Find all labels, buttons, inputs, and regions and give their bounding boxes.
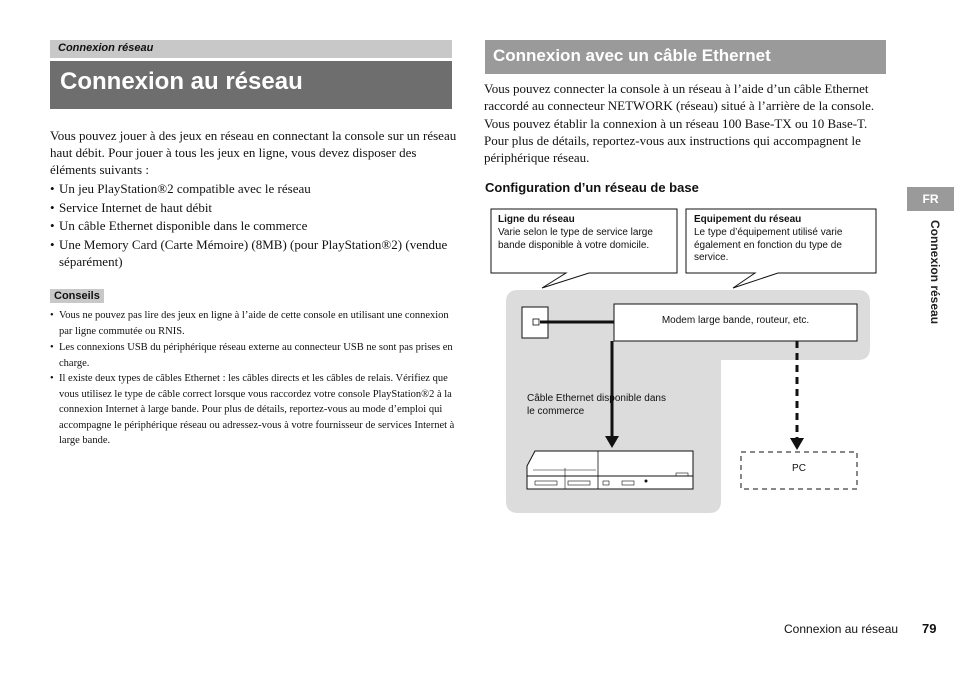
callout-left-text: Varie selon le type de service large bande disponible à votre domicile. [498, 226, 653, 251]
pc-arrow-head [790, 438, 804, 450]
subheading: Configuration d’un réseau de base [485, 180, 699, 195]
ps2-console-icon [527, 451, 693, 489]
pc-label: PC [792, 463, 806, 474]
section-paragraph: Vous pouvez connecter la console à un réseau à l’aide d’un câble Ethernet raccordé au connecteur NETWORK (réseau) situé à l’arrière de la console. Vous pouvez établir la connexion à un réseau 100 Base-TX ou 10 Base-T. Pour plus de détails, reportez-vous aux instructions qui accompagnent le périphérique réseau. [484, 81, 875, 166]
tip-item: • Il existe deux types de câbles Ethernet : les câbles directs et les câbles de relais. Vérifiez que vous utilisez le type de câble correct lorsque vous raccordez votre console PlayStation®2 à la connexion Internet à large bande. Pour plus de détails, reportez-vous au mode d’emploi qui accompagne le périphérique réseau ou adressez-vous à votre fournisseur de services Internet à large bande. [50, 373, 455, 446]
requirement-item: • Une Memory Card (Carte Mémoire) (8MB) (pour PlayStation®2) (vendue séparément) [50, 237, 448, 269]
breadcrumb: Connexion réseau [58, 42, 154, 54]
page-title: Connexion au réseau [60, 68, 303, 95]
callout-left-title: Ligne du réseau [498, 214, 575, 225]
side-section-label: Connexion réseau [928, 220, 942, 325]
intro-paragraph: Vous pouvez jouer à des jeux en réseau en connectant la console sur un réseau haut débit. Pour jouer à tous les jeux en ligne, vous devez disposer des éléments suivants : [50, 128, 457, 177]
footer-label: Connexion au réseau [784, 622, 899, 636]
callout-right-text: Le type d’équipement utilisé varie également en fonction du type de service. [694, 226, 843, 264]
tip-item: • Les connexions USB du périphérique réseau externe au connecteur USB ne sont pas prises en charge. [50, 342, 453, 369]
language-tab: FR [907, 187, 954, 211]
callout-network-equipment [694, 214, 866, 265]
requirement-item: • Un câble Ethernet disponible dans le commerce [50, 218, 308, 233]
cable-label: Câble Ethernet disponible dans le commerce [527, 393, 666, 417]
requirement-item: • Un jeu PlayStation®2 compatible avec le réseau [50, 181, 311, 196]
callout-network-line [498, 214, 674, 252]
section-heading: Connexion avec un câble Ethernet [493, 46, 771, 65]
tip-item: • Vous ne pouvez pas lire des jeux en ligne à l’aide de cette console en utilisant une connexion par ligne commutée ou RNIS. [50, 310, 449, 337]
requirement-item: • Service Internet de haut débit [50, 200, 213, 215]
callout-right-title: Equipement du réseau [694, 214, 802, 225]
tips-label: Conseils [50, 289, 104, 303]
page-number: 79 [922, 621, 937, 636]
modem-label: Modem large bande, routeur, etc. [661, 315, 810, 326]
